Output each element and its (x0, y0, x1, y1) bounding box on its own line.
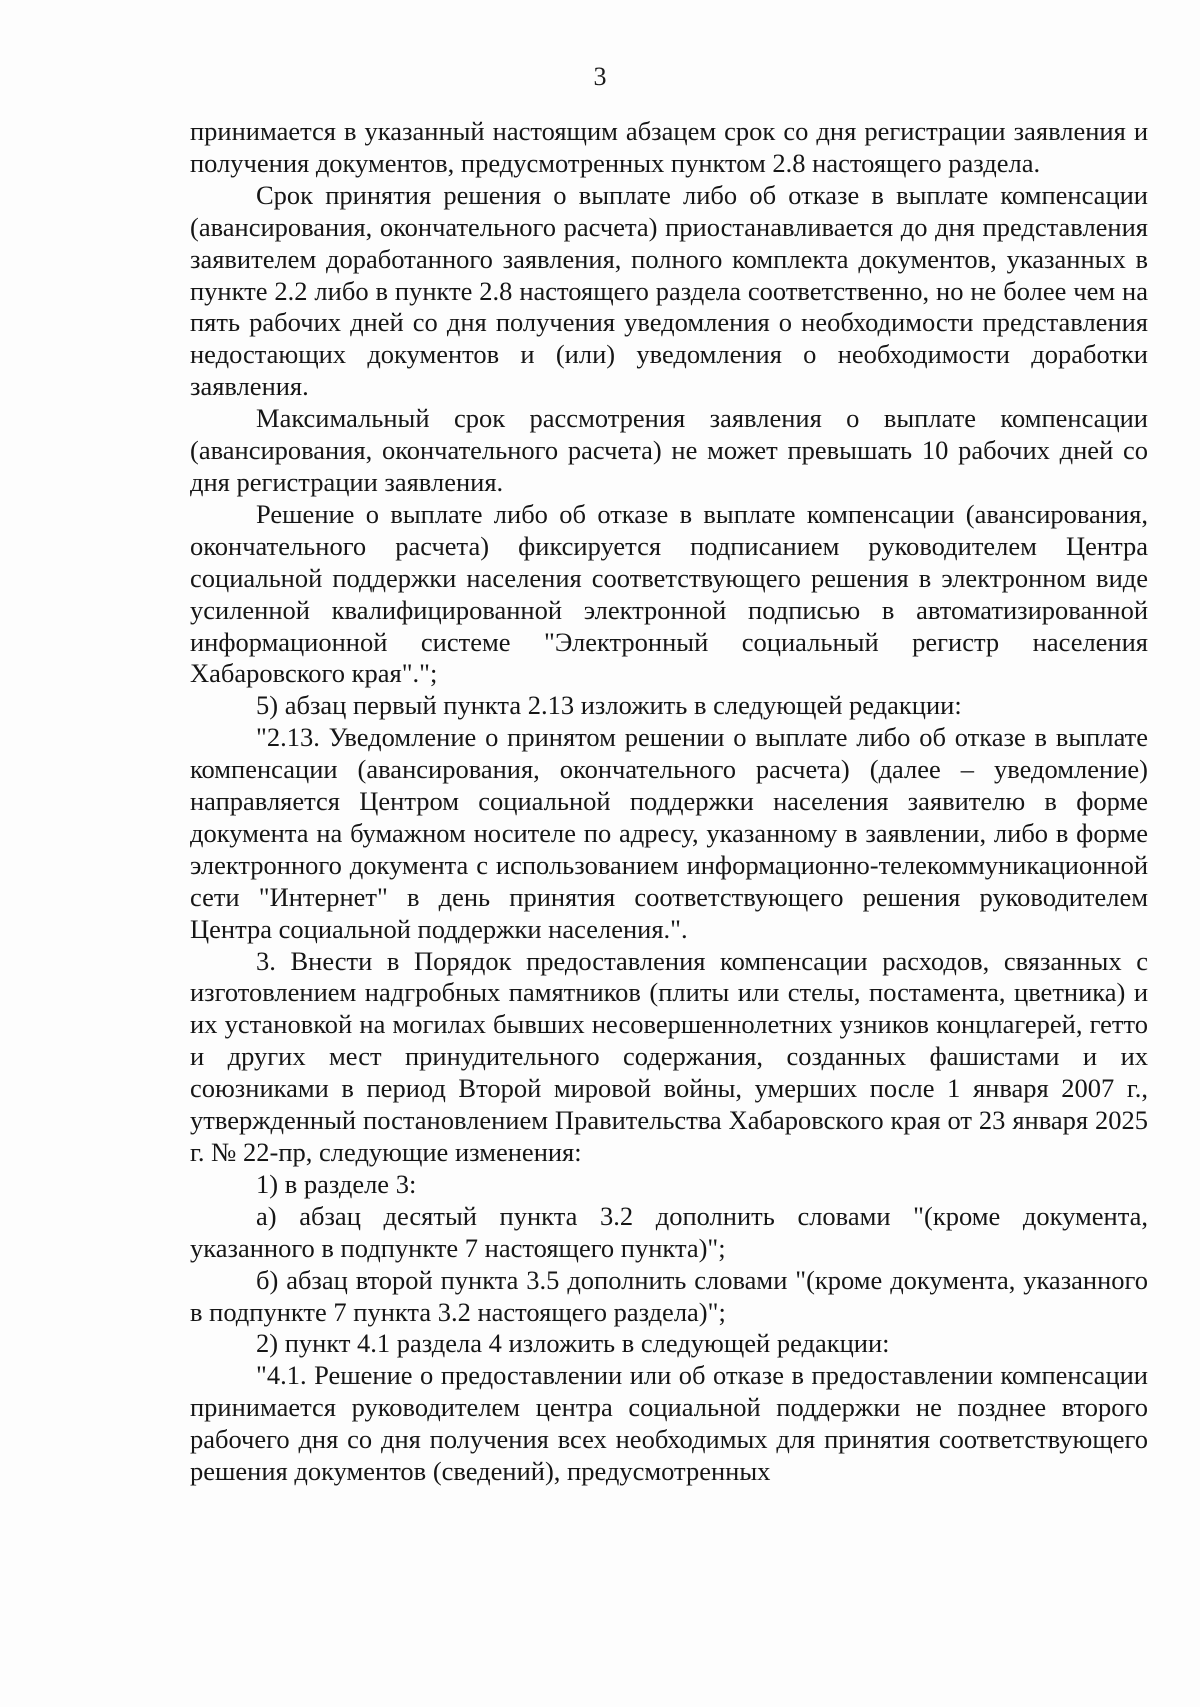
paragraph-continuation: принимается в указанный настоящим абзацем срок со дня регистрации заявления и получения документов, предусмотренных пунктом 2.8 настоящего раздела. (190, 116, 1148, 178)
paragraph-decision-signing: Решение о выплате либо об отказе в выплате компенсации (авансирования, окончательного расчета) фиксируется подписанием руководителем Центра социальной поддержки населения соответствующего решения в электронном виде усиленной квалифицированной электронной подписью в автоматизированной информационной системе "Электронный социальный регистр населения Хабаровского края"."; (190, 498, 1148, 689)
paragraph-max-review-term: Максимальный срок рассмотрения заявления о выплате компенсации (авансирования, окончательного расчета) не может превышать 10 рабочих дней со дня регистрации заявления. (190, 403, 1148, 497)
paragraph-item-4-1: 2) пункт 4.1 раздела 4 изложить в следующей редакции: (256, 1328, 890, 1359)
paragraph-clause-2-13: "2.13. Уведомление о принятом решении о выплате либо об отказе в выплате компенсации (авансирования, окончательного расчета) (далее – уведомление) направляется Центром социальной поддержки населения заявителю в форме документа на бумажном носителе по адресу, указанному в заявлении, либо в форме электронного документа с использованием информационно-телекоммуникационной сети "Интернет" в день принятия соответствующего решения руководителем Центра социальной поддержки населения.". (190, 722, 1148, 944)
document-body (190, 116, 1148, 1488)
paragraph-clause-4-1: "4.1. Решение о предоставлении или об отказе в предоставлении компенсации принимается руководителем центра социальной поддержки не позднее второго рабочего дня со дня получения всех необходимых для принятия соответствующего решения документов (сведений), предусмотренных (190, 1360, 1148, 1487)
page-number: 3 (593, 62, 607, 91)
paragraph-subitem-b: б) абзац второй пункта 3.5 дополнить словами "(кроме документа, указанного в подпункте 7 пункта 3.2 настоящего раздела)"; (190, 1264, 1148, 1327)
paragraph-subitem-a: а) абзац десятый пункта 3.2 дополнить словами "(кроме документа, указанного в подпункте 7 настоящего пункта)"; (190, 1200, 1148, 1263)
paragraph-item-5: 5) абзац первый пункта 2.13 изложить в следующей редакции: (256, 690, 962, 721)
paragraph-item-3-amendments: 3. Внести в Порядок предоставления компенсации расходов, связанных с изготовлением надгробных памятников (плиты или стелы, постамента, цветника) и их установкой на могилах бывших несовершеннолетних узников концлагерей, гетто и других мест принудительного содержания, созданных фашистами и их союзниками в период Второй мировой войны, умерших после 1 января 2007 г., утвержденный постановлением Правительства Хабаровского края от 23 января 2025 г. № 22-пр, следующие изменения: (190, 945, 1148, 1167)
paragraph-suspension-term: Срок принятия решения о выплате либо об отказе в выплате компенсации (авансирования, окончательного расчета) приостанавливается до дня представления заявителем доработанного заявления, полного комплекта документов, указанных в пункте 2.2 либо в пункте 2.8 настоящего раздела соответственно, но не более чем на пять рабочих дней со дня получения уведомления о необходимости представления недостающих документов и (или) уведомления о необходимости доработки заявления. (190, 179, 1148, 402)
paragraph-section-3: 1) в разделе 3: (256, 1168, 417, 1199)
